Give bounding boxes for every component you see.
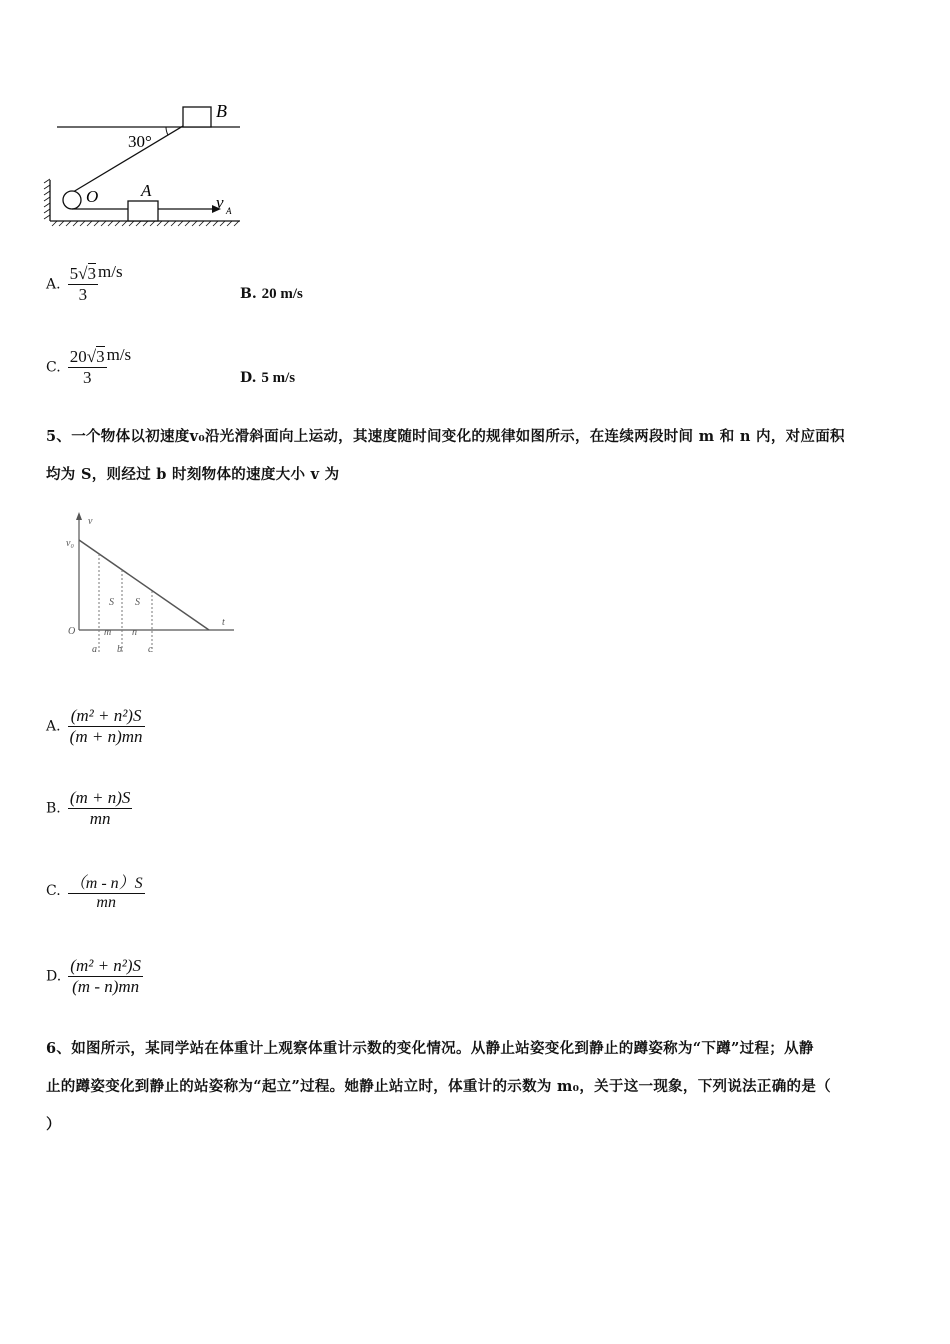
pulley bbox=[63, 191, 81, 209]
sqrt-icon: √ bbox=[86, 347, 97, 366]
area-label-2: S bbox=[135, 597, 140, 608]
fraction: $\frac{(m - n)S}{mn}$ bbox=[68, 870, 145, 912]
q5-option-d[interactable] bbox=[46, 956, 143, 997]
q5-option-a[interactable] bbox=[46, 706, 145, 747]
pulley-figure bbox=[40, 95, 250, 230]
q5-line-1: 5、一个物体以初速度v₀沿光滑斜面向上运动，其速度随时间变化的规律如图所示，在连续两段时间 m 和 n 内，对应面积 bbox=[46, 428, 845, 445]
option-letter: B. bbox=[46, 800, 61, 817]
q6-line-2: 止的蹲姿变化到静止的站姿称为“起立”过程。她静止站立时，体重计的示数为 m₀，关于这一现象，下列说法正确的是（ bbox=[46, 1078, 831, 1095]
label-v0: v₀ bbox=[66, 538, 74, 549]
block-b bbox=[183, 107, 211, 127]
angle-arc bbox=[166, 127, 168, 135]
angle-label: 30° bbox=[128, 132, 152, 151]
q4-option-d[interactable]: D. 5 m/s bbox=[240, 370, 296, 386]
vt-graph bbox=[62, 510, 242, 660]
tick-b: b bbox=[117, 644, 122, 655]
tick-c: c bbox=[148, 644, 153, 655]
interval-n: n bbox=[132, 627, 137, 638]
q5-option-c[interactable] bbox=[46, 870, 145, 912]
q4-option-a[interactable] bbox=[46, 262, 123, 305]
label-v-sub: A bbox=[226, 206, 232, 216]
option-letter: A. bbox=[46, 276, 61, 293]
fraction: $\frac{\text{(m² + n²)S}}{(m + n)mn}$ bbox=[69, 706, 143, 746]
fraction: $\frac{5√3}{3}$ bbox=[69, 264, 96, 304]
q5-option-b[interactable] bbox=[46, 788, 132, 829]
q5-line-2: 均为 S，则经过 b 时刻物体的速度大小 v 为 bbox=[46, 466, 340, 483]
sqrt-icon: √ bbox=[78, 264, 88, 283]
axis-label-t: t bbox=[222, 617, 225, 628]
option-letter: A. bbox=[46, 718, 61, 735]
option-letter: D. bbox=[46, 968, 62, 985]
fraction: $\frac{\text{(m² + n²)S}}{(m - n)mn}$ bbox=[70, 956, 142, 996]
interval-m: m bbox=[104, 627, 112, 638]
tick-a: a bbox=[92, 644, 97, 655]
origin-label: O bbox=[68, 626, 76, 637]
unit: m/s bbox=[98, 262, 123, 281]
q4-option-b[interactable]: B. 20 m/s bbox=[240, 286, 303, 302]
label-b: B bbox=[216, 101, 227, 121]
q6-line-3: ） bbox=[46, 1116, 61, 1133]
q4-option-c[interactable] bbox=[46, 345, 131, 388]
label-v: v bbox=[216, 193, 224, 212]
label-a: A bbox=[141, 181, 152, 200]
fraction: $\frac{20√3}{3}$ bbox=[69, 347, 105, 387]
unit: m/s bbox=[106, 345, 132, 364]
q6-question bbox=[46, 1030, 916, 1144]
velocity-line bbox=[79, 540, 209, 630]
area-label-1: S bbox=[109, 597, 114, 608]
fraction: $\frac{(m + n)S}{mn}$ bbox=[69, 788, 131, 828]
q6-line-1: 6、如图所示，某同学站在体重计上观察体重计示数的变化情况。从静止站姿变化到静止的蹲姿称为“下蹲”过程；从静 bbox=[46, 1040, 814, 1057]
block-a bbox=[128, 201, 158, 221]
axis-label-v: v bbox=[88, 516, 93, 527]
label-o: O bbox=[86, 187, 99, 206]
option-letter: C. bbox=[46, 883, 61, 899]
q5-question bbox=[46, 418, 916, 494]
rope bbox=[68, 126, 183, 195]
option-letter: C. bbox=[46, 359, 61, 376]
